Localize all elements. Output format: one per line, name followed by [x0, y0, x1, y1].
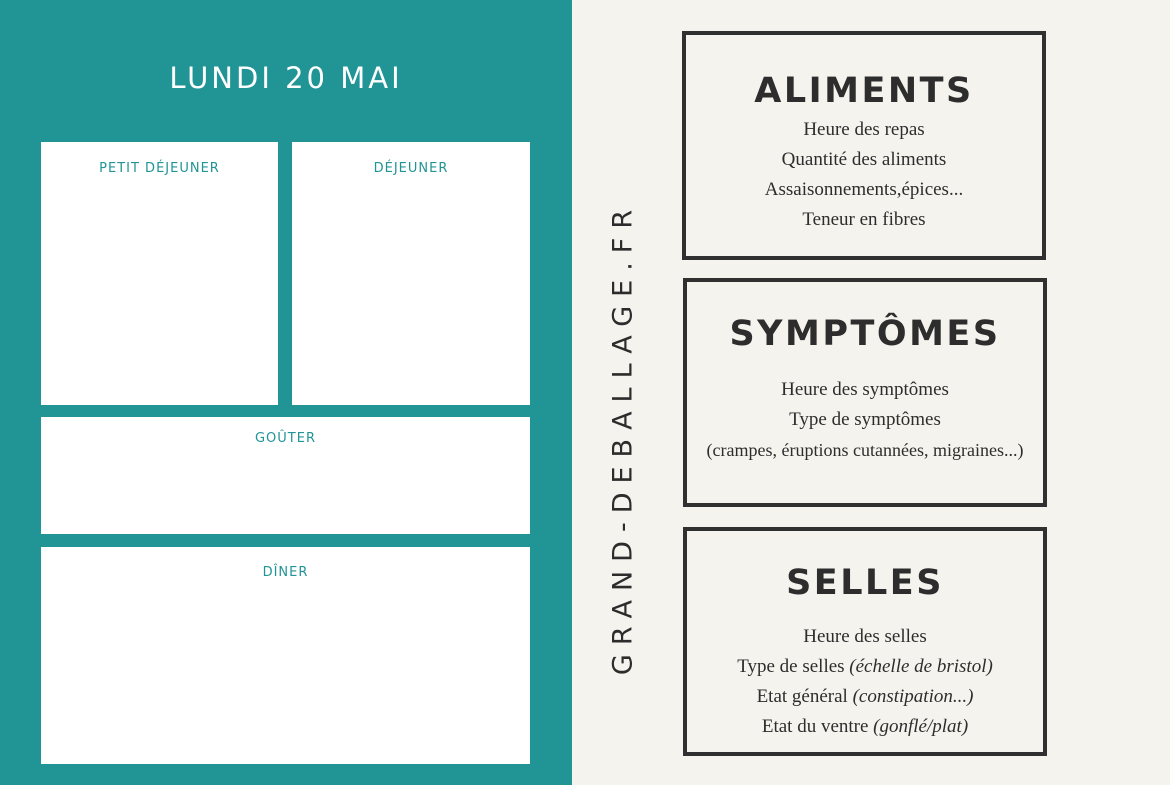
stools-card-line [687, 622, 1043, 652]
stools-line-text: Heure des selles [803, 626, 927, 647]
stools-line-text: Type de selles [737, 656, 845, 677]
symptoms-card-note: (crampes, éruptions cutannées, migraines...) [706, 440, 1024, 460]
food-card-line: Heure des repas [803, 119, 925, 140]
snack-box [41, 417, 530, 534]
site-name: GRAND-DEBALLAGE.FR [607, 200, 639, 676]
stools-card-title: SELLES [786, 563, 944, 603]
symptoms-card-line: Type de symptômes [789, 409, 941, 430]
meal-planner-panel [0, 0, 572, 785]
symptoms-card-title: SYMPTÔMES [729, 314, 1001, 354]
dinner-label: DÎNER [262, 565, 309, 580]
stools-line-text: Etat du ventre [761, 716, 869, 737]
food-card-title: ALIMENTS [754, 71, 974, 111]
lunch-box [292, 142, 530, 405]
stools-card-list [687, 622, 1043, 742]
day-title: LUNDI 20 MAI [169, 61, 403, 95]
food-card-line: Assaisonnements,épices... [764, 179, 964, 200]
symptoms-card-list [687, 375, 1043, 465]
lunch-label: DÉJEUNER [373, 161, 449, 176]
dinner-box [41, 547, 530, 764]
stools-line-note: (échelle de bristol) [849, 656, 993, 677]
stools-line-note: (constipation...) [852, 686, 974, 707]
food-card [682, 31, 1046, 260]
food-card-line: Quantité des aliments [781, 149, 947, 170]
stools-card-line [687, 682, 1043, 712]
stools-card [683, 527, 1047, 756]
stools-card-line [687, 712, 1043, 742]
stools-card-line [687, 652, 1043, 682]
symptoms-card-line: Heure des symptômes [781, 379, 949, 400]
food-card-line: Teneur en fibres [802, 209, 926, 230]
food-card-list [686, 115, 1042, 235]
snack-label: GOÛTER [254, 431, 316, 446]
symptoms-card [683, 278, 1047, 507]
stools-line-text: Etat général [756, 686, 848, 707]
breakfast-box [41, 142, 278, 405]
breakfast-label: PETIT DÉJEUNER [99, 161, 220, 176]
stools-line-note: (gonflé/plat) [873, 716, 969, 737]
